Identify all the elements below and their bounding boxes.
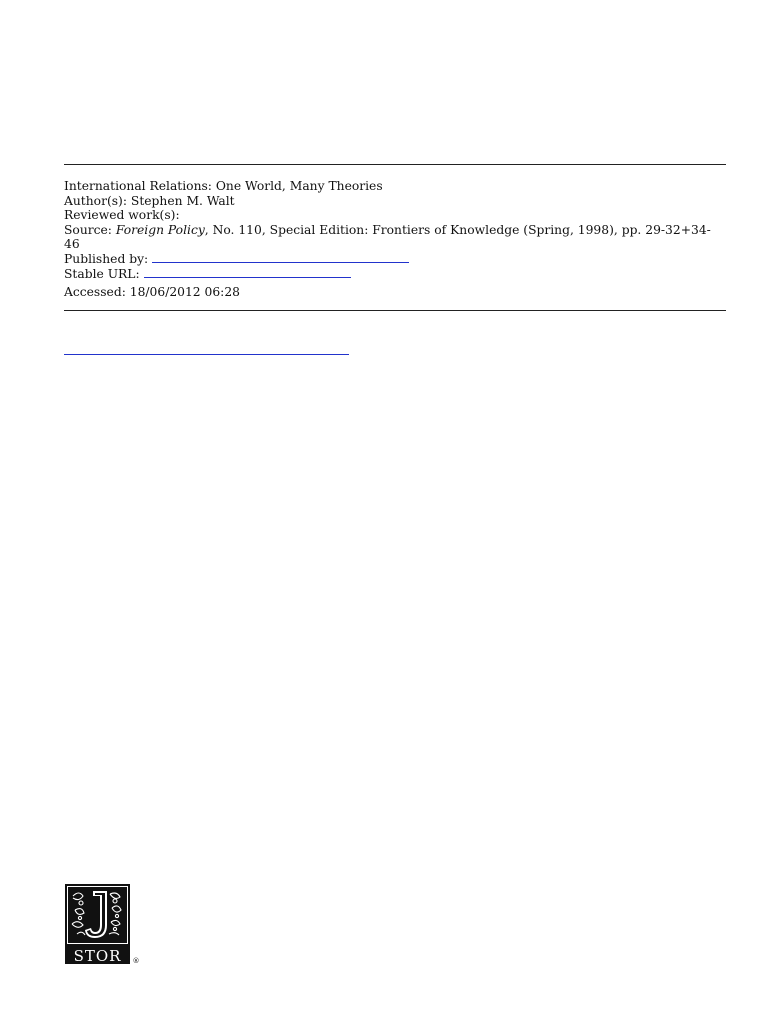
- reviewed-works: Reviewed work(s):: [64, 208, 180, 223]
- terms-link[interactable]: [64, 354, 349, 355]
- stable-url-row: [64, 267, 726, 282]
- jstor-wordmark: STOR: [73, 947, 122, 965]
- stable-url-label: Stable URL:: [64, 266, 140, 281]
- source-prefix: Source:: [64, 222, 116, 237]
- registered-mark: ®: [132, 957, 140, 965]
- top-rule: [64, 164, 726, 165]
- bottom-rule: [64, 310, 726, 311]
- article-source: [64, 223, 726, 252]
- source-details: , No. 110, Special Edition: Frontiers of Knowledge (Spring, 1998), pp. 29-32+34-46: [64, 222, 711, 252]
- jstor-j-ornament-icon: [65, 884, 130, 946]
- citation-block: [64, 179, 726, 300]
- article-title: International Relations: One World, Many Theories: [64, 179, 383, 193]
- stable-url-link[interactable]: [144, 268, 351, 278]
- jstor-logo: [65, 884, 145, 966]
- published-by-label: Published by:: [64, 251, 149, 266]
- accessed-date: Accessed: 18/06/2012 06:28: [64, 285, 240, 300]
- article-authors: Author(s): Stephen M. Walt: [64, 193, 235, 208]
- published-by-row: [64, 252, 726, 267]
- source-journal: Foreign Policy: [115, 222, 205, 237]
- publisher-link[interactable]: [152, 253, 409, 263]
